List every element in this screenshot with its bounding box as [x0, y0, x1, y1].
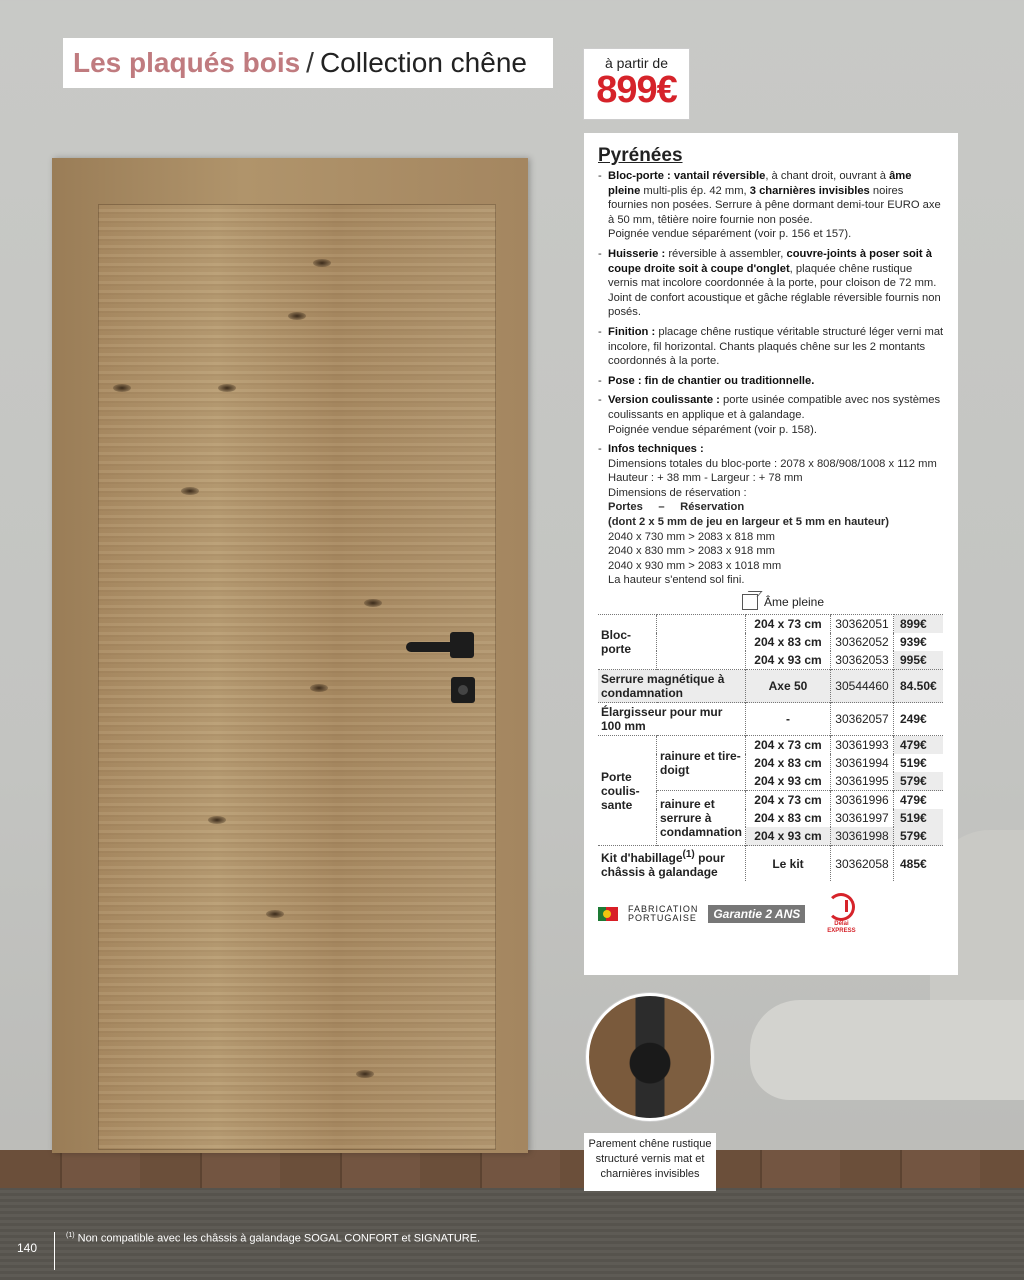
- size-cell: 204 x 73 cm: [746, 615, 831, 634]
- wood-knot: [313, 259, 331, 267]
- spec-text: La hauteur s'entend sol fini.: [608, 574, 745, 587]
- kit-label: pour châssis à galandage: [601, 851, 725, 880]
- spec-text: , à chant droit, ouvrant à: [765, 170, 890, 182]
- ref-cell: 30362051: [831, 615, 894, 634]
- kit-footnote-ref: (1): [682, 849, 695, 861]
- size-cell: Le kit: [746, 846, 831, 882]
- express-label: EXPRESS: [827, 928, 856, 935]
- armchair-seat: [750, 1000, 1024, 1100]
- price-cell: 249€: [894, 703, 944, 736]
- spec-label: Huisserie :: [608, 247, 666, 260]
- spec-text: Portes – Réservation: [608, 501, 745, 514]
- price-cell: 939€: [900, 635, 927, 650]
- footer-divider: [54, 1232, 55, 1270]
- title-highlight: Les plaqués bois: [73, 47, 301, 78]
- core-type-label: [708, 594, 858, 610]
- price-from-label: à partir de: [604, 55, 669, 71]
- spec-huisserie: [598, 247, 944, 320]
- spec-bloc-porte: [598, 169, 944, 242]
- row-label: Serrure magnétique à condamnation: [598, 670, 746, 703]
- spec-text: placage chêne rustique véritable structuré léger verni mat incolore, fil horizontal. Chants plaqués chêne sur les 2 montants coordonnés à la porte.: [608, 325, 944, 368]
- ref-cell: 30361996: [831, 791, 894, 810]
- price-cell: 84.50€: [894, 670, 944, 703]
- spec-finition: [598, 325, 944, 369]
- spec-text: Dimensions totales du bloc-porte : 2078 x 808/908/1008 x 112 mm: [608, 457, 937, 470]
- ref-cell: 30362058: [831, 846, 894, 882]
- page-title: [63, 38, 553, 88]
- wood-knot: [356, 1070, 374, 1078]
- row-sublabel: rainure et serrure à condamnation: [657, 791, 746, 846]
- wood-knot: [310, 684, 328, 692]
- price-table: [598, 614, 943, 881]
- size-cell: Axe 50: [746, 670, 831, 703]
- express-delivery-icon: [827, 893, 855, 921]
- spec-text: réversible à assembler,: [665, 247, 787, 260]
- ref-cell: 30362052: [831, 633, 894, 651]
- size-cell: -: [746, 703, 831, 736]
- product-description: [598, 169, 944, 588]
- size-cell: 204 x 83 cm: [746, 809, 831, 827]
- ref-cell: 30362053: [831, 651, 894, 670]
- ref-cell: 30361994: [831, 754, 894, 772]
- price-cell: 519€: [900, 756, 927, 771]
- table-row: [598, 615, 943, 634]
- price-cell: 479€: [894, 791, 944, 810]
- kit-label: Kit d'habillage: [601, 851, 683, 866]
- wood-knot: [113, 384, 131, 392]
- door-lock-icon: [451, 677, 475, 703]
- ref-cell: 30361993: [831, 736, 894, 755]
- fabrication-label: [628, 905, 698, 923]
- spec-text: Hauteur : + 38 mm - Largeur : + 78 mm: [608, 472, 803, 485]
- wood-knot: [364, 599, 382, 607]
- wood-knot: [181, 487, 199, 495]
- ref-cell: 30362057: [831, 703, 894, 736]
- spec-text: porte usinée compatible avec nos systèmes coulissants en applique et à galandage.: [608, 394, 941, 421]
- ref-cell: 30361997: [831, 809, 894, 827]
- badges-row: [598, 893, 944, 935]
- row-sublabel: rainure et tire-doigt: [657, 736, 746, 791]
- table-row: [598, 736, 943, 755]
- row-sublabel: [657, 615, 746, 670]
- guarantee-badge: Garantie 2 ANS: [708, 905, 805, 923]
- portugal-flag-icon: [598, 907, 618, 921]
- size-cell: 204 x 93 cm: [746, 651, 831, 670]
- spec-label: Infos techniques :: [608, 443, 704, 456]
- hinge-caption: Parement chêne rustique structuré vernis mat et charnières invisibles: [584, 1133, 716, 1191]
- express-delivery-badge: [827, 893, 855, 935]
- product-info-panel: [584, 133, 958, 975]
- page-number: 140: [17, 1241, 38, 1255]
- title-separator: /: [306, 47, 314, 78]
- spec-bold: âme pleine: [608, 170, 912, 197]
- wood-knot: [218, 384, 236, 392]
- price-cell: 579€: [894, 772, 944, 791]
- size-cell: 204 x 83 cm: [746, 754, 831, 772]
- door-leaf: [98, 204, 496, 1150]
- price-cell: 479€: [894, 736, 944, 755]
- spec-text: 2040 x 930 mm > 2083 x 1018 mm: [608, 559, 782, 572]
- price-cell: 485€: [894, 846, 944, 882]
- spec-text: multi-plis ép. 42 mm,: [640, 184, 750, 197]
- table-row: [598, 703, 943, 736]
- footnote-marker: (1): [66, 1232, 75, 1239]
- ref-cell: 30361995: [831, 772, 894, 791]
- row-label: Porte coulis-sante: [598, 736, 657, 846]
- ref-cell: 30361998: [831, 827, 894, 846]
- spec-text: 2040 x 730 mm > 2083 x 818 mm: [608, 530, 775, 543]
- spec-version-coulissante: [598, 393, 944, 437]
- spec-bold: 3 charnières invisibles: [749, 184, 870, 197]
- wood-knot: [266, 910, 284, 918]
- spec-text: 2040 x 830 mm > 2083 x 918 mm: [608, 545, 775, 558]
- spec-label: Bloc-porte : vantail réversible: [608, 170, 766, 182]
- spec-bold: couvre-joints à poser soit à coupe droite soit à coupe d'onglet: [608, 247, 932, 275]
- spec-text: (dont 2 x 5 mm de jeu en largeur et 5 mm en hauteur): [608, 516, 889, 529]
- ref-cell: 30544460: [831, 670, 894, 703]
- row-label: Bloc-porte: [598, 615, 657, 670]
- price-cell: 519€: [894, 809, 944, 827]
- footnote: [66, 1232, 480, 1245]
- solid-core-icon: [742, 594, 758, 610]
- table-row: [598, 670, 943, 703]
- wood-knot: [288, 312, 306, 320]
- spec-pose: [598, 374, 944, 389]
- hinge-detail-photo: [586, 993, 714, 1121]
- fabrication-line: FABRICATION: [628, 904, 699, 915]
- row-label: Élargisseur pour mur 100 mm: [598, 703, 746, 736]
- title-collection: Collection chêne: [319, 47, 527, 78]
- price-badge: [583, 48, 690, 120]
- price-cell: 899€: [894, 615, 944, 634]
- size-cell: 204 x 83 cm: [746, 633, 831, 651]
- row-label: [598, 846, 746, 882]
- express-label: Délai: [834, 921, 849, 928]
- spec-text: Poignée vendue séparément (voir p. 158).: [608, 423, 817, 436]
- price-cell: 579€: [894, 827, 944, 846]
- table-row: [598, 846, 943, 882]
- wood-floor: [0, 1150, 1024, 1190]
- core-type-text: Âme pleine: [763, 595, 825, 610]
- spec-label: Pose : fin de chantier ou traditionnelle.: [608, 374, 815, 387]
- wood-knot: [208, 816, 226, 824]
- spec-infos-techniques: [598, 442, 944, 588]
- door-handle-icon: [406, 642, 466, 652]
- size-cell: 204 x 93 cm: [746, 772, 831, 791]
- spec-label: Finition :: [608, 325, 656, 338]
- price-cell: 995€: [894, 651, 944, 670]
- spec-text: Poignée vendue séparément (voir p. 156 et 157).: [608, 228, 852, 241]
- spec-text: , plaquée chêne rustique vernis mat incolore coordonnée à la porte, pour cloison de 72 mm. Joint de confort acoustique et gâche réglable réversible fournis non posés.: [608, 262, 941, 319]
- product-name: Pyrénées: [598, 145, 683, 166]
- size-cell: 204 x 93 cm: [746, 827, 831, 846]
- size-cell: 204 x 73 cm: [746, 736, 831, 755]
- fabrication-line: PORTUGAISE: [628, 913, 697, 924]
- footnote-text: Non compatible avec les châssis à galandage SOGAL CONFORT et SIGNATURE.: [74, 1232, 481, 1245]
- spec-text: Dimensions de réservation :: [608, 486, 747, 499]
- spec-label: Version coulissante :: [608, 394, 720, 407]
- size-cell: 204 x 73 cm: [746, 791, 831, 810]
- price-value: 899€: [596, 69, 677, 111]
- spec-text: noires fournies non posées. Serrure à pêne dormant demi-tour EURO axe à 50 mm, têtière noire fournie non posée.: [608, 184, 941, 226]
